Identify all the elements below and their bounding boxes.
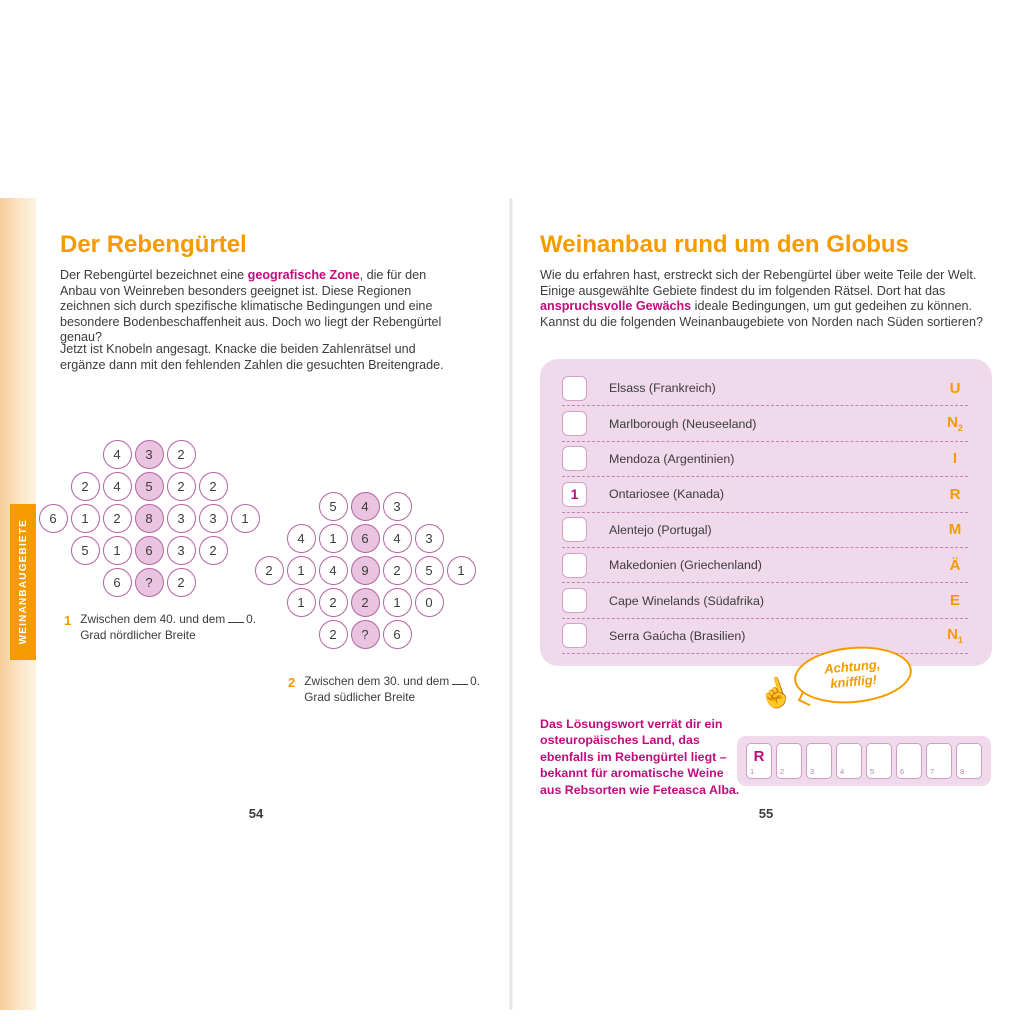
puzzle-cell: 9	[351, 556, 380, 585]
sorting-puzzle-box	[540, 359, 992, 666]
bubble-text-line2: knifflig!	[829, 671, 878, 691]
puzzle-cell: 2	[199, 536, 228, 565]
puzzle-cell: 3	[167, 504, 196, 533]
box-index: 3	[810, 767, 815, 776]
puzzle-cell: 1	[231, 504, 260, 533]
caption-text	[304, 674, 480, 706]
puzzle-cell: 6	[103, 568, 132, 597]
solution-letter: R	[949, 485, 961, 503]
puzzle-cell: 1	[71, 504, 100, 533]
puzzle-row	[252, 588, 478, 617]
page-number-left: 54	[248, 806, 264, 821]
solution-letter: Ä	[949, 556, 961, 574]
solution-letter-box[interactable]	[956, 743, 982, 779]
center-fold	[509, 198, 513, 1010]
text-segment: Der Rebengürtel bezeichnet eine	[60, 268, 248, 282]
solution-letter-box[interactable]	[746, 743, 772, 779]
puzzle-cell: 2	[167, 568, 196, 597]
solution-letter: $N_2$	[947, 414, 963, 434]
puzzle-row	[36, 536, 262, 565]
puzzle-cell: 2	[167, 440, 196, 469]
puzzle-cell: 1	[319, 524, 348, 553]
text-segment: Wie du erfahren hast, erstreckt sich der Rebengürtel über weite Teile der Welt. Einige ausgewählte Gebiete findest du im folgenden Rätsel. Dort hat das	[540, 268, 977, 298]
caption-number: 2	[288, 675, 296, 690]
solution-letter-box[interactable]	[926, 743, 952, 779]
order-input-box[interactable]	[562, 588, 587, 613]
region-label: Cape Winelands (Südafrika)	[609, 593, 764, 608]
solution-letter: E	[949, 592, 960, 610]
solution-hint-text: Das Lösungswort verrät dir ein osteuropäisches Land, das ebenfalls im Rebengürtel liegt – bekannt für aromatische Weine aus Rebsorten wie Feteasca Alba.	[540, 717, 740, 797]
puzzle-row	[36, 568, 262, 597]
text-segment: ideale Bedingungen, um gut gedeihen zu können. Kannst du die folgenden Weinanbaugebiete von Norden nach Süden sortieren?	[540, 299, 983, 329]
puzzle-cell: 4	[319, 556, 348, 585]
caption-line1: Zwischen dem 40. und dem	[80, 612, 226, 626]
left-page-title: Der Rebengürtel	[60, 231, 247, 258]
caption-text	[80, 612, 256, 644]
sort-list-item	[562, 371, 968, 406]
caption-line2: Grad südlicher Breite	[304, 689, 416, 704]
puzzle-cell: 2	[167, 472, 196, 501]
puzzle-cell-unknown: ?	[135, 568, 164, 597]
order-input-box[interactable]: 1	[562, 482, 587, 507]
region-label: Mendoza (Argentinien)	[609, 451, 735, 466]
sort-list-item	[562, 513, 968, 548]
order-input-box[interactable]	[562, 553, 587, 578]
puzzle1-caption	[64, 612, 264, 644]
sort-list-item	[562, 406, 968, 441]
puzzle-cell: 2	[319, 588, 348, 617]
puzzle-cell: 2	[351, 588, 380, 617]
region-label: Serra Gaúcha (Brasilien)	[609, 628, 746, 643]
puzzle2-caption	[288, 674, 488, 706]
order-input-box[interactable]	[562, 623, 587, 648]
puzzle-cell: 6	[383, 620, 412, 649]
puzzle-cell: 2	[255, 556, 284, 585]
solution-letter: M	[948, 521, 962, 539]
caption-suffix: 0.	[470, 674, 480, 688]
order-input-box[interactable]	[562, 376, 587, 401]
puzzle-cell: 5	[319, 492, 348, 521]
puzzle-row	[252, 492, 478, 521]
bubble-text-line1: Achtung,	[823, 656, 881, 677]
puzzle-cell: 6	[135, 536, 164, 565]
number-puzzle-1	[36, 440, 262, 600]
region-label: Elsass (Frankreich)	[609, 381, 716, 396]
puzzle-cell: 5	[415, 556, 444, 585]
box-index: 5	[870, 767, 875, 776]
box-index: 6	[900, 767, 905, 776]
order-input-box[interactable]	[562, 411, 587, 436]
highlight-geografische-zone: geografische Zone	[247, 268, 360, 282]
puzzle-cell: 3	[415, 524, 444, 553]
puzzle-cell: 0	[415, 588, 444, 617]
puzzle-cell: 8	[135, 504, 164, 533]
solution-letter: I	[952, 450, 958, 468]
chapter-tab	[10, 504, 36, 660]
solution-letter-box[interactable]	[866, 743, 892, 779]
puzzle-cell: 5	[71, 536, 100, 565]
right-intro-paragraph	[540, 268, 996, 330]
puzzle-cell: 2	[199, 472, 228, 501]
left-instruction-paragraph: Jetzt ist Knobeln angesagt. Knacke die beiden Zahlenrätsel und ergänze dann mit den fehlenden Zahlen die gesuchten Breitengrade.	[60, 342, 444, 372]
highlight-anspruchsvolle-gewaechs: anspruchsvolle Gewächs	[540, 299, 692, 314]
region-label: Marlborough (Neuseeland)	[609, 416, 757, 431]
solution-letter-box[interactable]	[806, 743, 832, 779]
puzzle-cell: 3	[135, 440, 164, 469]
box-index: 1	[750, 767, 755, 776]
puzzle-cell: 1	[383, 588, 412, 617]
sort-list-item	[562, 583, 968, 618]
puzzle-row	[252, 620, 478, 649]
solution-letter: U	[949, 379, 961, 397]
puzzle-cell: 2	[319, 620, 348, 649]
region-label: Alentejo (Portugal)	[609, 522, 712, 537]
sort-list-item	[562, 477, 968, 512]
region-label: Ontariosee (Kanada)	[609, 487, 725, 502]
order-input-box[interactable]	[562, 517, 587, 542]
page-number-right: 55	[758, 806, 774, 821]
solution-letter-box[interactable]	[776, 743, 802, 779]
box-index: 4	[840, 767, 845, 776]
solution-letter: $N_1$	[947, 626, 963, 646]
puzzle-cell: 4	[103, 440, 132, 469]
puzzle-cell: 1	[103, 536, 132, 565]
sort-list-item	[562, 442, 968, 477]
puzzle-cell: 3	[383, 492, 412, 521]
hint-bubble-group	[754, 645, 918, 715]
puzzle-cell: 5	[135, 472, 164, 501]
puzzle-cell: 2	[383, 556, 412, 585]
pointing-hand-icon: ☝	[754, 673, 797, 714]
left-intro-paragraph	[60, 268, 464, 346]
puzzle-cell: 6	[351, 524, 380, 553]
solution-letter-box[interactable]	[896, 743, 922, 779]
puzzle-cell: 1	[287, 588, 316, 617]
puzzle-cell: 1	[447, 556, 476, 585]
puzzle-cell: 3	[199, 504, 228, 533]
sort-list-item	[562, 548, 968, 583]
puzzle-row	[252, 524, 478, 553]
puzzle-cell: 2	[103, 504, 132, 533]
box-index: 8	[960, 767, 965, 776]
puzzle-row	[36, 472, 262, 501]
solution-word-strip	[737, 736, 991, 786]
puzzle-cell: 4	[287, 524, 316, 553]
box-index: 2	[780, 767, 785, 776]
puzzle-row	[252, 556, 478, 585]
puzzle-cell: 2	[71, 472, 100, 501]
puzzle-cell: 6	[39, 504, 68, 533]
solution-letter-subscript: 1	[957, 635, 963, 646]
right-page-title: Weinanbau rund um den Globus	[540, 231, 909, 258]
chapter-tab-label: WEINANBAUGEBIETE	[17, 519, 29, 645]
solution-letter-subscript: 2	[957, 423, 963, 434]
number-puzzle-2	[252, 492, 478, 652]
puzzle-cell: 4	[351, 492, 380, 521]
box-value: R	[753, 748, 765, 765]
puzzle-cell: 4	[103, 472, 132, 501]
puzzle-cell: 4	[383, 524, 412, 553]
text-segment: , die für den Anbau von Weinreben besonders geeignet ist. Diese Regionen zeichnen sich durch spezifische klimatische Bedingungen und eine besondere Bodenbeschaffenheit aus. Doch wo liegt der Rebengürtel genau?	[60, 268, 442, 345]
region-label: Makedonien (Griechenland)	[609, 558, 762, 573]
order-input-box[interactable]	[562, 446, 587, 471]
caption-line2: Grad nördlicher Breite	[80, 627, 196, 642]
puzzle-cell-unknown: ?	[351, 620, 380, 649]
solution-letter-box[interactable]	[836, 743, 862, 779]
puzzle-cell: 1	[287, 556, 316, 585]
caption-suffix: 0.	[246, 612, 256, 626]
caption-line1: Zwischen dem 30. und dem	[304, 674, 450, 688]
box-index: 7	[930, 767, 935, 776]
fill-in-blank[interactable]	[228, 622, 244, 623]
fill-in-blank[interactable]	[452, 684, 468, 685]
caption-number: 1	[64, 613, 72, 628]
puzzle-row	[36, 504, 262, 533]
sort-list	[562, 371, 968, 654]
puzzle-row	[36, 440, 262, 469]
puzzle-cell: 3	[167, 536, 196, 565]
